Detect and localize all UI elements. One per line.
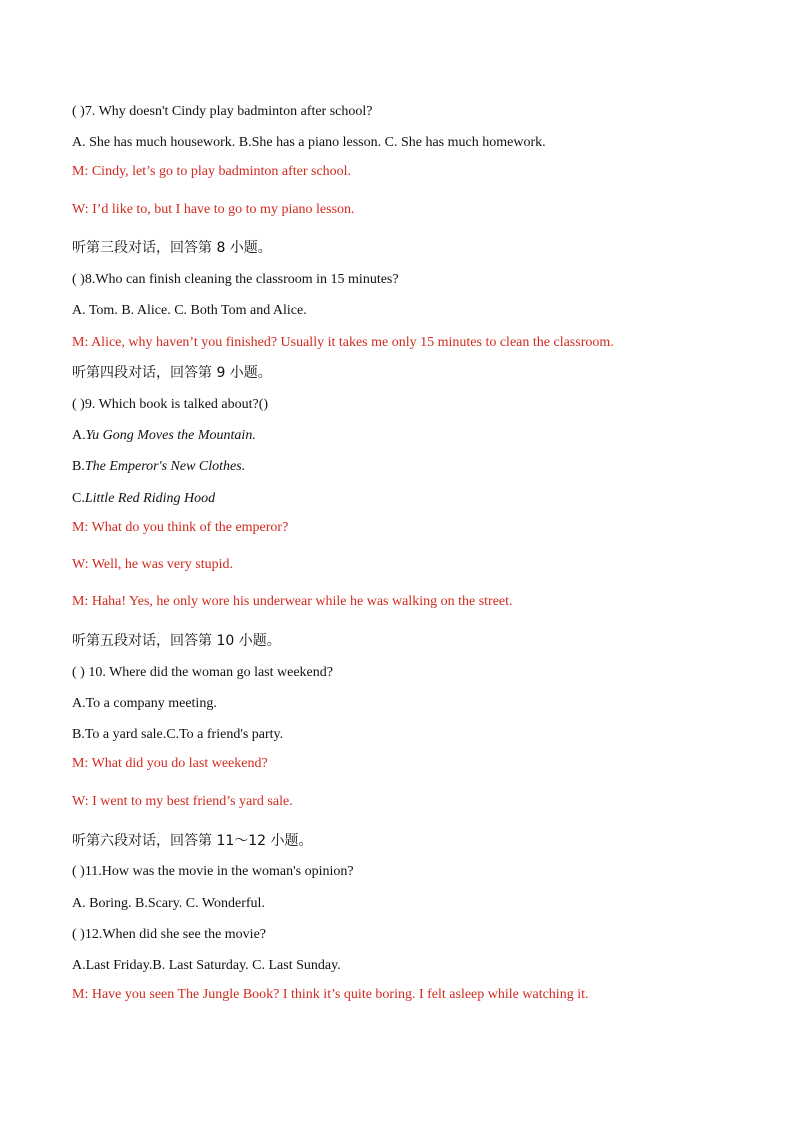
section-heading: 听第四段对话，回答第 9 小题。	[72, 365, 272, 381]
dialogue-line: W: I went to my best friend’s yard sale.	[72, 794, 293, 809]
question-line: ( )12.When did she see the movie?	[72, 927, 266, 942]
answer-options	[72, 490, 215, 508]
question-line: ( ) 10. Where did the woman go last weekend?	[72, 665, 333, 680]
section-heading: 听第三段对话，回答第 8 小题。	[72, 240, 272, 256]
question-line: ( )8.Who can finish cleaning the classroom in 15 minutes?	[72, 272, 399, 287]
answer-options: B.To a yard sale.C.To a friend's party.	[72, 727, 284, 742]
answer-options	[72, 427, 256, 445]
book-title: Yu Gong Moves the Mountain.	[85, 428, 256, 443]
book-title: Little Red Riding Hood	[84, 491, 216, 506]
question-line: ( )11.How was the movie in the woman's opinion?	[72, 864, 354, 879]
answer-options: A.Last Friday.B. Last Saturday. C. Last Sunday.	[72, 958, 341, 973]
option-letter: A.	[72, 428, 86, 443]
dialogue-line: M: Have you seen The Jungle Book? I think it’s quite boring. I felt asleep while watching it.	[72, 987, 589, 1002]
book-title: The Emperor's New Clothes.	[84, 459, 246, 474]
dialogue-line: M: Cindy, let’s go to play badminton after school.	[72, 164, 352, 179]
answer-options: A. Boring. B.Scary. C. Wonderful.	[72, 896, 265, 911]
option-letter: C.	[72, 491, 85, 506]
dialogue-line: M: Alice, why haven’t you finished? Usually it takes me only 15 minutes to clean the classroom.	[72, 335, 614, 350]
dialogue-line: M: What do you think of the emperor?	[72, 520, 289, 535]
answer-options: A.To a company meeting.	[72, 696, 217, 711]
dialogue-line: M: Haha! Yes, he only wore his underwear while he was walking on the street.	[72, 594, 513, 609]
question-line: ( )7. Why doesn't Cindy play badminton after school?	[72, 104, 373, 119]
dialogue-line: M: What did you do last weekend?	[72, 756, 268, 771]
answer-options	[72, 458, 245, 476]
section-heading: 听第五段对话，回答第 10 小题。	[72, 633, 281, 649]
answer-options: A. Tom. B. Alice. C. Both Tom and Alice.	[72, 303, 307, 318]
dialogue-line: W: Well, he was very stupid.	[72, 557, 234, 572]
section-heading: 听第六段对话，回答第 11～12 小题。	[72, 833, 313, 849]
answer-options: A. She has much housework. B.She has a piano lesson. C. She has much homework.	[72, 135, 546, 150]
dialogue-line: W: I’d like to, but I have to go to my piano lesson.	[72, 202, 355, 217]
question-line: ( )9. Which book is talked about?()	[72, 397, 269, 412]
option-letter: B.	[72, 459, 85, 474]
